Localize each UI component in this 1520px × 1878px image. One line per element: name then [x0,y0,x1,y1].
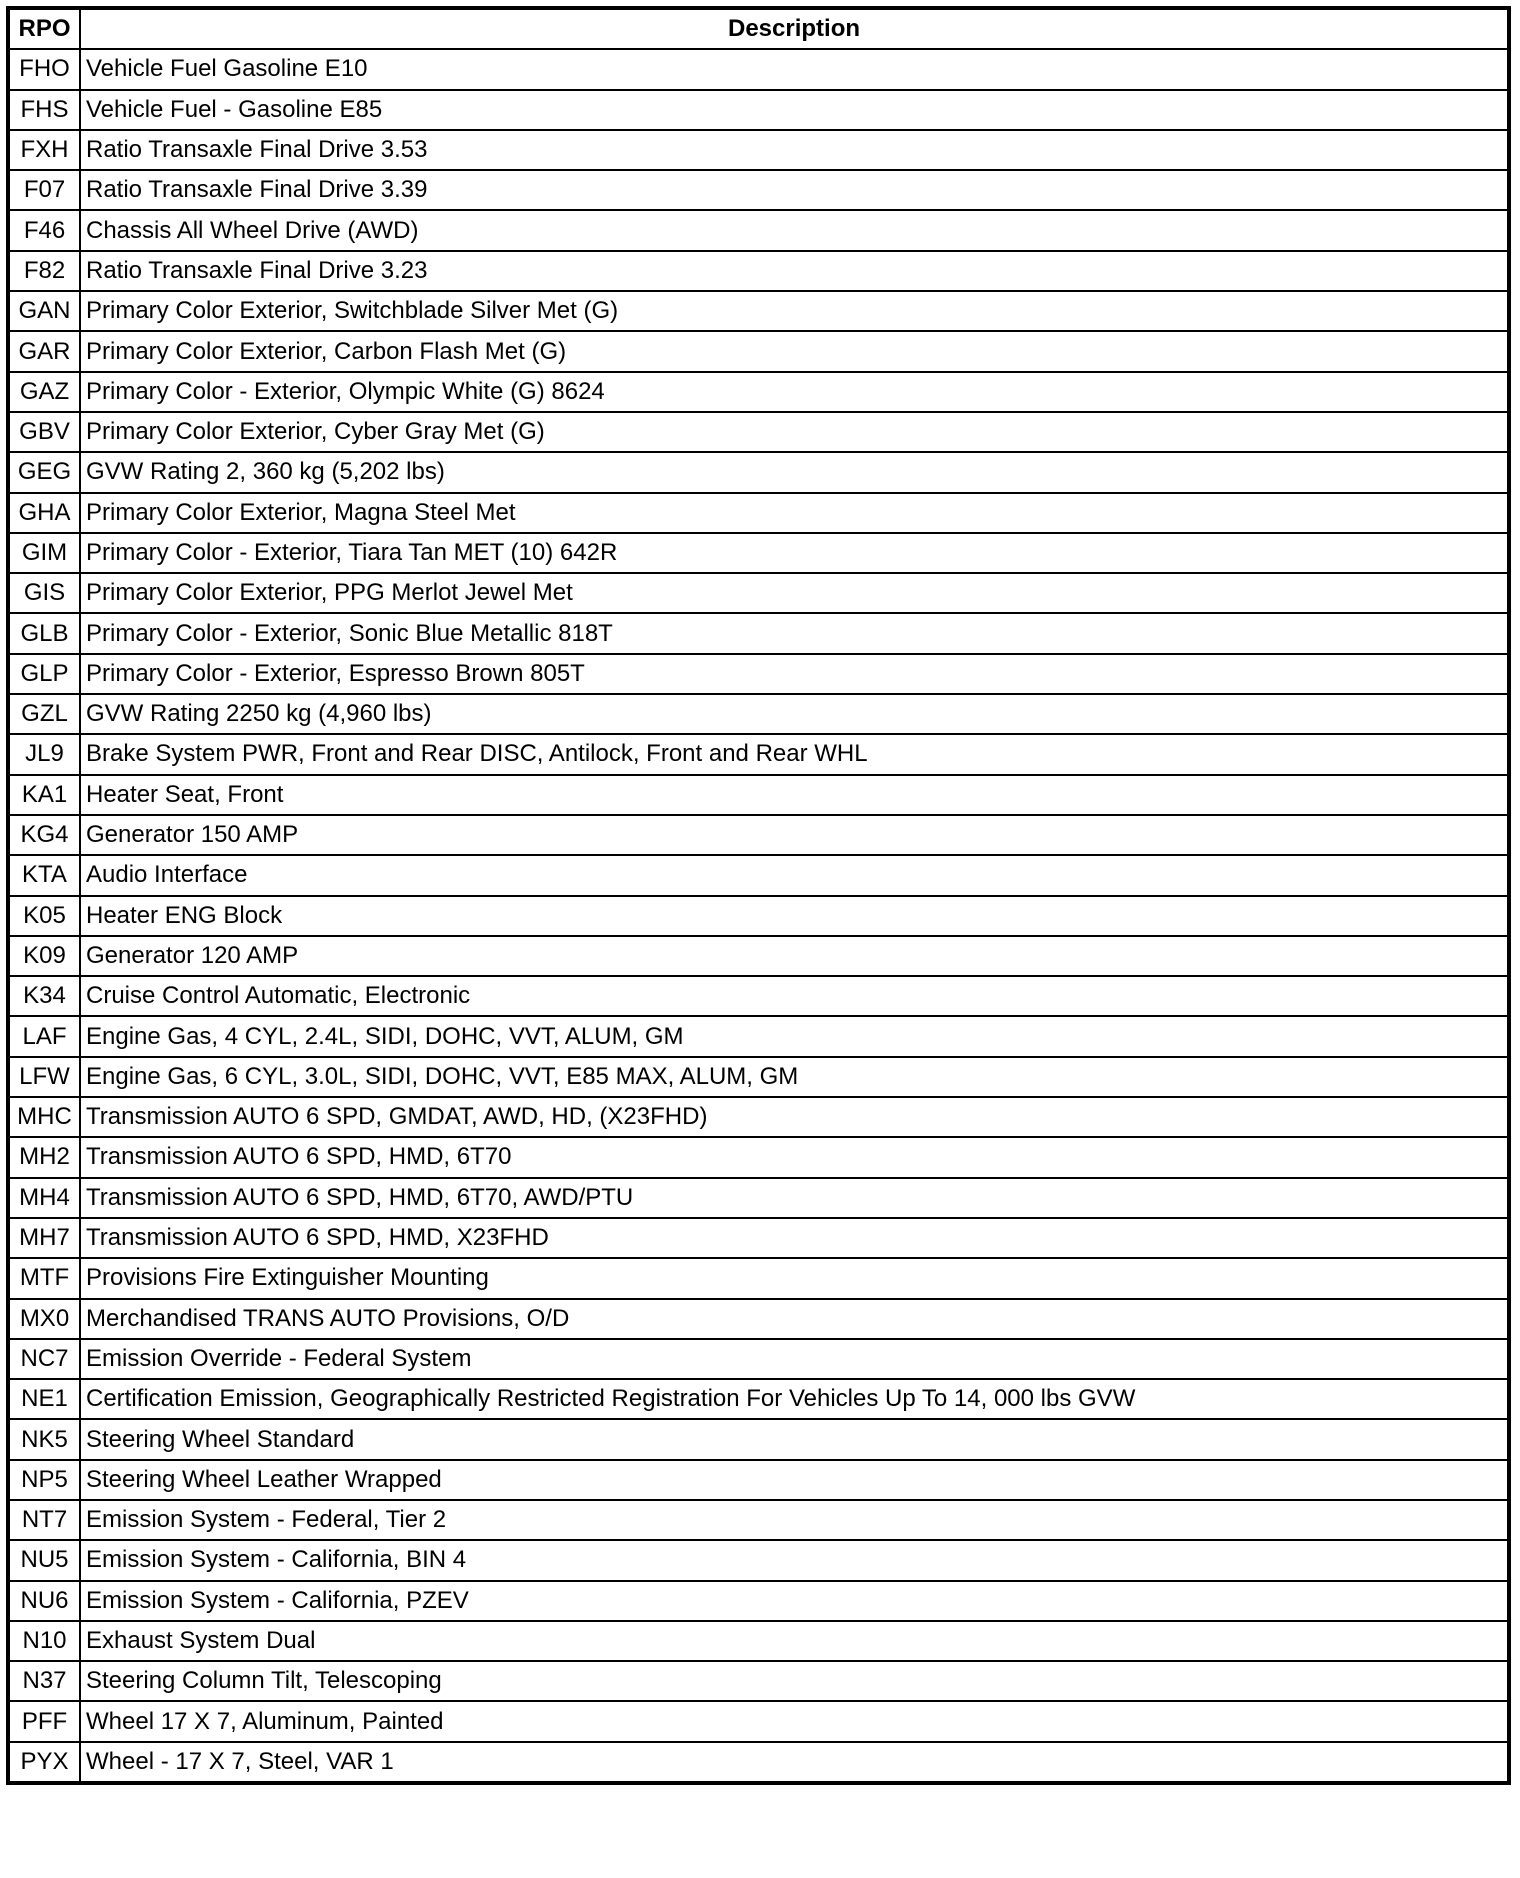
table-row [8,1742,1509,1783]
table-row [8,1419,1509,1459]
table-row [8,1016,1509,1056]
table-row [8,976,1509,1016]
rpo-code-cell: PYX [8,1742,80,1783]
rpo-code-cell: F07 [8,170,80,210]
description-cell: Audio Interface [80,855,1509,895]
table-row [8,90,1509,130]
table-row [8,573,1509,613]
description-cell: Primary Color Exterior, Carbon Flash Met (G) [80,331,1509,371]
rpo-code-cell: GEG [8,452,80,492]
table-row [8,775,1509,815]
table-row [8,1460,1509,1500]
table-row [8,1701,1509,1741]
description-cell: Provisions Fire Extinguisher Mounting [80,1258,1509,1298]
table-row [8,1137,1509,1177]
description-cell: Chassis All Wheel Drive (AWD) [80,210,1509,250]
table-row [8,1540,1509,1580]
table-row [8,694,1509,734]
description-cell: Primary Color Exterior, Switchblade Silver Met (G) [80,291,1509,331]
table-row [8,654,1509,694]
description-cell: Primary Color - Exterior, Espresso Brown 805T [80,654,1509,694]
description-cell: Cruise Control Automatic, Electronic [80,976,1509,1016]
description-cell: Heater Seat, Front [80,775,1509,815]
description-cell: Transmission AUTO 6 SPD, HMD, 6T70, AWD/PTU [80,1178,1509,1218]
rpo-code-cell: LAF [8,1016,80,1056]
table-row [8,1379,1509,1419]
description-cell: Merchandised TRANS AUTO Provisions, O/D [80,1299,1509,1339]
description-cell: Emission System - California, PZEV [80,1581,1509,1621]
rpo-code-cell: NP5 [8,1460,80,1500]
description-cell: Emission System - California, BIN 4 [80,1540,1509,1580]
table-row [8,855,1509,895]
rpo-code-cell: N10 [8,1621,80,1661]
rpo-code-cell: PFF [8,1701,80,1741]
description-cell: Primary Color - Exterior, Sonic Blue Metallic 818T [80,613,1509,653]
description-cell: Transmission AUTO 6 SPD, HMD, 6T70 [80,1137,1509,1177]
rpo-code-cell: GLP [8,654,80,694]
description-cell: Primary Color Exterior, PPG Merlot Jewel Met [80,573,1509,613]
rpo-code-cell: GIM [8,533,80,573]
table-row [8,49,1509,89]
table-row [8,1178,1509,1218]
table-row [8,1581,1509,1621]
column-header-description: Description [80,8,1509,49]
description-cell: Steering Wheel Standard [80,1419,1509,1459]
table-row [8,1500,1509,1540]
rpo-code-cell: GLB [8,613,80,653]
description-cell: Transmission AUTO 6 SPD, GMDAT, AWD, HD, (X23FHD) [80,1097,1509,1137]
rpo-code-cell: MTF [8,1258,80,1298]
description-cell: Vehicle Fuel Gasoline E10 [80,49,1509,89]
rpo-code-cell: JL9 [8,734,80,774]
table-row [8,1057,1509,1097]
table-row [8,130,1509,170]
rpo-code-cell: F46 [8,210,80,250]
table-row [8,1299,1509,1339]
column-header-rpo: RPO [8,8,80,49]
description-cell: Exhaust System Dual [80,1621,1509,1661]
rpo-code-cell: KG4 [8,815,80,855]
description-cell: Engine Gas, 6 CYL, 3.0L, SIDI, DOHC, VVT, E85 MAX, ALUM, GM [80,1057,1509,1097]
description-cell: Ratio Transaxle Final Drive 3.39 [80,170,1509,210]
table-row [8,210,1509,250]
description-cell: Primary Color Exterior, Magna Steel Met [80,493,1509,533]
table-row [8,815,1509,855]
rpo-code-cell: K09 [8,936,80,976]
rpo-code-cell: GZL [8,694,80,734]
table-row [8,1218,1509,1258]
description-cell: Generator 150 AMP [80,815,1509,855]
description-cell: Steering Column Tilt, Telescoping [80,1661,1509,1701]
table-row [8,896,1509,936]
rpo-code-cell: GAZ [8,372,80,412]
table-row [8,1661,1509,1701]
rpo-code-cell: NK5 [8,1419,80,1459]
description-cell: Vehicle Fuel - Gasoline E85 [80,90,1509,130]
description-cell: Primary Color Exterior, Cyber Gray Met (G) [80,412,1509,452]
description-cell: Emission Override - Federal System [80,1339,1509,1379]
table-row [8,372,1509,412]
table-row [8,251,1509,291]
rpo-code-cell: NU5 [8,1540,80,1580]
table-row [8,1621,1509,1661]
description-cell: Steering Wheel Leather Wrapped [80,1460,1509,1500]
rpo-code-cell: F82 [8,251,80,291]
table-row [8,1339,1509,1379]
rpo-code-cell: MH7 [8,1218,80,1258]
table-row [8,412,1509,452]
description-cell: Ratio Transaxle Final Drive 3.23 [80,251,1509,291]
table-row [8,170,1509,210]
description-cell: Heater ENG Block [80,896,1509,936]
description-cell: Transmission AUTO 6 SPD, HMD, X23FHD [80,1218,1509,1258]
description-cell: Emission System - Federal, Tier 2 [80,1500,1509,1540]
rpo-code-cell: FXH [8,130,80,170]
rpo-code-cell: NC7 [8,1339,80,1379]
description-cell: Generator 120 AMP [80,936,1509,976]
rpo-code-cell: NE1 [8,1379,80,1419]
rpo-code-cell: NU6 [8,1581,80,1621]
rpo-code-cell: GAN [8,291,80,331]
description-cell: GVW Rating 2, 360 kg (5,202 lbs) [80,452,1509,492]
rpo-code-cell: N37 [8,1661,80,1701]
table-row [8,936,1509,976]
rpo-code-cell: KA1 [8,775,80,815]
description-cell: Ratio Transaxle Final Drive 3.53 [80,130,1509,170]
rpo-code-cell: MX0 [8,1299,80,1339]
description-cell: Engine Gas, 4 CYL, 2.4L, SIDI, DOHC, VVT, ALUM, GM [80,1016,1509,1056]
table-row [8,452,1509,492]
description-cell: Wheel - 17 X 7, Steel, VAR 1 [80,1742,1509,1783]
description-cell: GVW Rating 2250 kg (4,960 lbs) [80,694,1509,734]
table-row [8,1258,1509,1298]
rpo-code-cell: FHO [8,49,80,89]
rpo-code-cell: LFW [8,1057,80,1097]
description-cell: Primary Color - Exterior, Olympic White (G) 8624 [80,372,1509,412]
rpo-code-cell: GBV [8,412,80,452]
description-cell: Certification Emission, Geographically Restricted Registration For Vehicles Up To 14, 000 lbs GVW [80,1379,1509,1419]
rpo-code-cell: MH2 [8,1137,80,1177]
rpo-code-cell: GHA [8,493,80,533]
rpo-table [6,6,1511,1785]
table-row [8,1097,1509,1137]
rpo-code-cell: K05 [8,896,80,936]
rpo-code-cell: MH4 [8,1178,80,1218]
rpo-code-cell: GIS [8,573,80,613]
description-cell: Wheel 17 X 7, Aluminum, Painted [80,1701,1509,1741]
rpo-code-cell: GAR [8,331,80,371]
table-row [8,331,1509,371]
description-cell: Brake System PWR, Front and Rear DISC, Antilock, Front and Rear WHL [80,734,1509,774]
rpo-code-cell: FHS [8,90,80,130]
table-row [8,533,1509,573]
rpo-code-cell: MHC [8,1097,80,1137]
table-row [8,291,1509,331]
description-cell: Primary Color - Exterior, Tiara Tan MET (10) 642R [80,533,1509,573]
table-body [8,49,1509,1783]
table-row [8,613,1509,653]
rpo-code-cell: K34 [8,976,80,1016]
header-row [8,8,1509,49]
table-row [8,734,1509,774]
rpo-code-cell: KTA [8,855,80,895]
rpo-code-cell: NT7 [8,1500,80,1540]
table-row [8,493,1509,533]
